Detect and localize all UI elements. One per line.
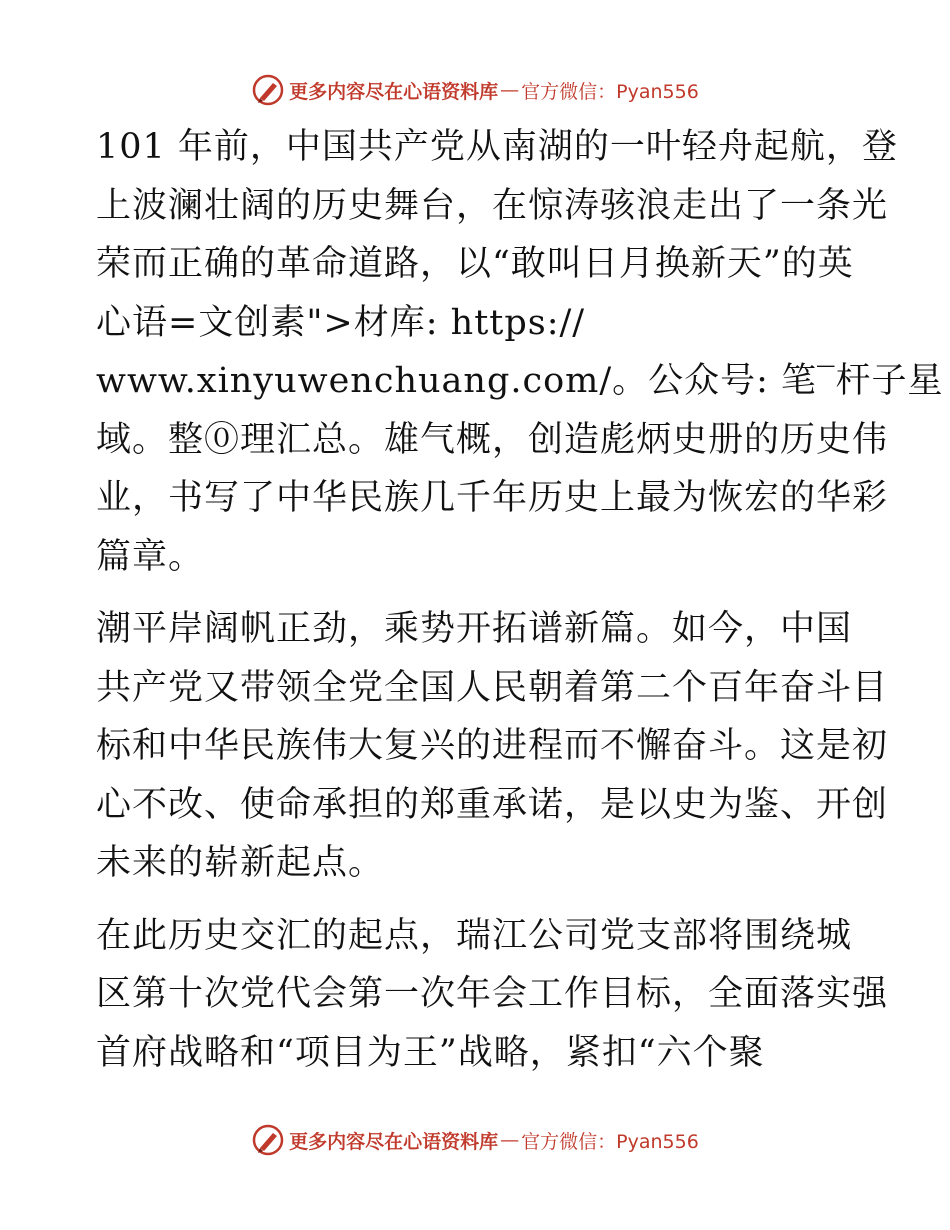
- paragraph-2: [96, 600, 889, 893]
- text-line: 篇章。: [96, 536, 205, 577]
- text-line: 在此历史交汇的起点，瑞江公司党支部将围绕城: [96, 915, 853, 956]
- header-banner-text: 更多内容尽在心语资料库: [289, 80, 499, 103]
- text-line: 上波澜壮阔的历史舞台，在惊涛骇浪走出了一条光: [96, 185, 889, 226]
- header-banner: [0, 70, 950, 110]
- text-line: 标和中华民族伟大复兴的进程而不懈奋斗。这是初: [96, 726, 889, 766]
- paragraph-1: [96, 118, 944, 586]
- text-line: 101 年前，中国共产党从南湖的一叶轻舟起航，登: [96, 127, 898, 167]
- footer-wechat-id: 官方微信：Pyan556: [521, 1130, 699, 1153]
- footer-banner-dash: —: [500, 1129, 520, 1151]
- text-line: 心不改、使命承担的郑重承诺，是以史为鉴、开创: [96, 784, 889, 825]
- footer-banner-text: 更多内容尽在心语资料库: [289, 1130, 499, 1153]
- text-line: 潮平岸阔帆正劲，乘势开拓谱新篇。如今，中国: [96, 609, 853, 649]
- text-line: 荣而正确的革命道路，以“敢叫日月换新天”的英: [96, 244, 854, 284]
- document-body: [96, 118, 944, 1096]
- text-line: 业，书写了中华民族几千年历史上最为恢宏的华彩: [96, 478, 889, 518]
- text-line: www.xinyuwenchuang.com/。公众号: 笔‾杆子星: [96, 361, 944, 401]
- pen-logo-icon: [251, 73, 285, 107]
- text-line: 域。整⓪理汇总。雄气概，创造彪炳史册的历史伟: [96, 419, 889, 460]
- text-line: 共产党又带领全党全国人民朝着第二个百年奋斗目: [96, 667, 889, 708]
- footer-banner: [0, 1120, 950, 1160]
- text-line: 心语=文创素">材库: https://: [96, 302, 586, 343]
- header-wechat-id: 官方微信：Pyan556: [521, 80, 699, 103]
- header-banner-dash: —: [500, 79, 520, 101]
- paragraph-3: [96, 907, 889, 1083]
- text-line: 首府战略和“项目为王”战略，紧扣“六个聚: [96, 1032, 765, 1073]
- text-line: 未来的崭新起点。: [96, 843, 385, 883]
- text-line: 区第十次党代会第一次年会工作目标，全面落实强: [96, 974, 889, 1014]
- pen-logo-icon: [251, 1123, 285, 1157]
